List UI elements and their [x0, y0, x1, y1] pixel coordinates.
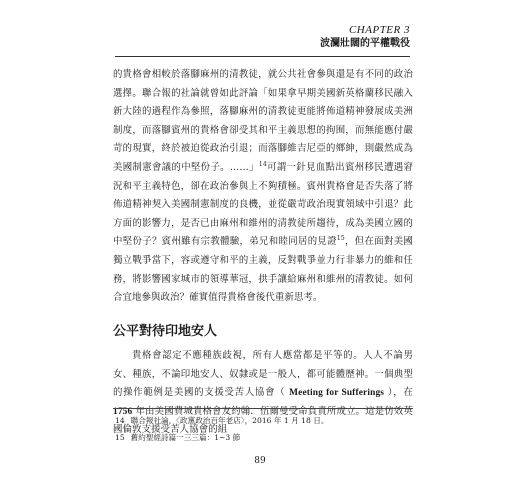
- footnote-ref-14[interactable]: 14: [258, 160, 267, 168]
- footnote-number: 14: [115, 416, 125, 425]
- footnote-ref-15[interactable]: 15: [336, 235, 345, 243]
- footnote-rule: [113, 408, 413, 409]
- footnotes: [115, 412, 415, 446]
- header-rule: [115, 56, 410, 57]
- para1-text-a: 的貴格會相較於落腳麻州的清教徒，就公共社會參與還是有不同的政治選擇。聯合報的社論就曾如此評論「如果拿早期美國新英格蘭移民融入新大陸的過程作為參照，落腳麻州的清教徒更能將佈道精神發展成美洲制度，而落腳賓州的貴格會卻受其和平主義思想的拘囿，而無能應付嚴苛的現實，終於被迫從政治引退；而落腳維吉尼亞的鄉紳，則嚴然成為美國制憲會議的中堅份子。……」: [113, 69, 413, 173]
- meeting-for-sufferings: Meeting for Sufferings: [289, 388, 385, 399]
- para1-text-b: 可謂一針見血點出賓州移民遭遇窘況和平主義特色，卻在政治參與上不夠積極。賓州貴格會是否失落了將佈道精神契入美國制憲制度的良機，並從嚴苛政治現實領域中引退？此方面的影響力，是否已由麻州和維州的清教徒所趨待，成為美國立國的中堅份子？賓州雖有宗教體驗，弟兄和睦同居的見證: [113, 161, 413, 248]
- chapter-title: 波瀾壯闊的平權戰役: [320, 38, 410, 49]
- body-paragraph-1: [113, 66, 413, 308]
- footnote-text: 聯合報社論，〈政黨政治百年老店〉，2016 年 1 月 18 日。: [130, 416, 329, 425]
- para1-text-c: ，但在面對美國獨立戰爭當下，容或遵守和平的主義，反對戰爭並力行非暴力的維和任務，將影響國家城市的領導華冠，拱手讓給麻州和維州的清教徒。如何合宜地參與政治？確實值得貴格會後代重新思考。: [113, 236, 413, 304]
- page-number: 89: [254, 456, 266, 466]
- chapter-label: CHAPTER 3: [348, 24, 410, 36]
- para2-text-a: 貴格會認定不應種族歧視，所有人應當都是平等的。人人不論男女、種族，不論印地安人、奴隸或是一般人，都可能體歷神。一個典型的操作範例是美國的支援受苦人協會（: [113, 350, 413, 399]
- running-header: [320, 24, 410, 51]
- section-heading: 公平對待印地安人: [113, 324, 218, 339]
- year-1756: 1756: [113, 406, 133, 417]
- para2-text-b: ），在: [387, 387, 413, 399]
- footnote-number: 15: [115, 433, 125, 442]
- footnote-15: [115, 429, 415, 446]
- footnote-text: 舊約聖經詩篇一三三篇：1~3 節: [130, 433, 241, 442]
- para2-text-c: 年由美國費城貴格會友約翰．伍爾曼受命負責所成立。這是仿效英國倫敦支援受苦人協會的組: [113, 405, 413, 436]
- footnote-14: [115, 412, 415, 429]
